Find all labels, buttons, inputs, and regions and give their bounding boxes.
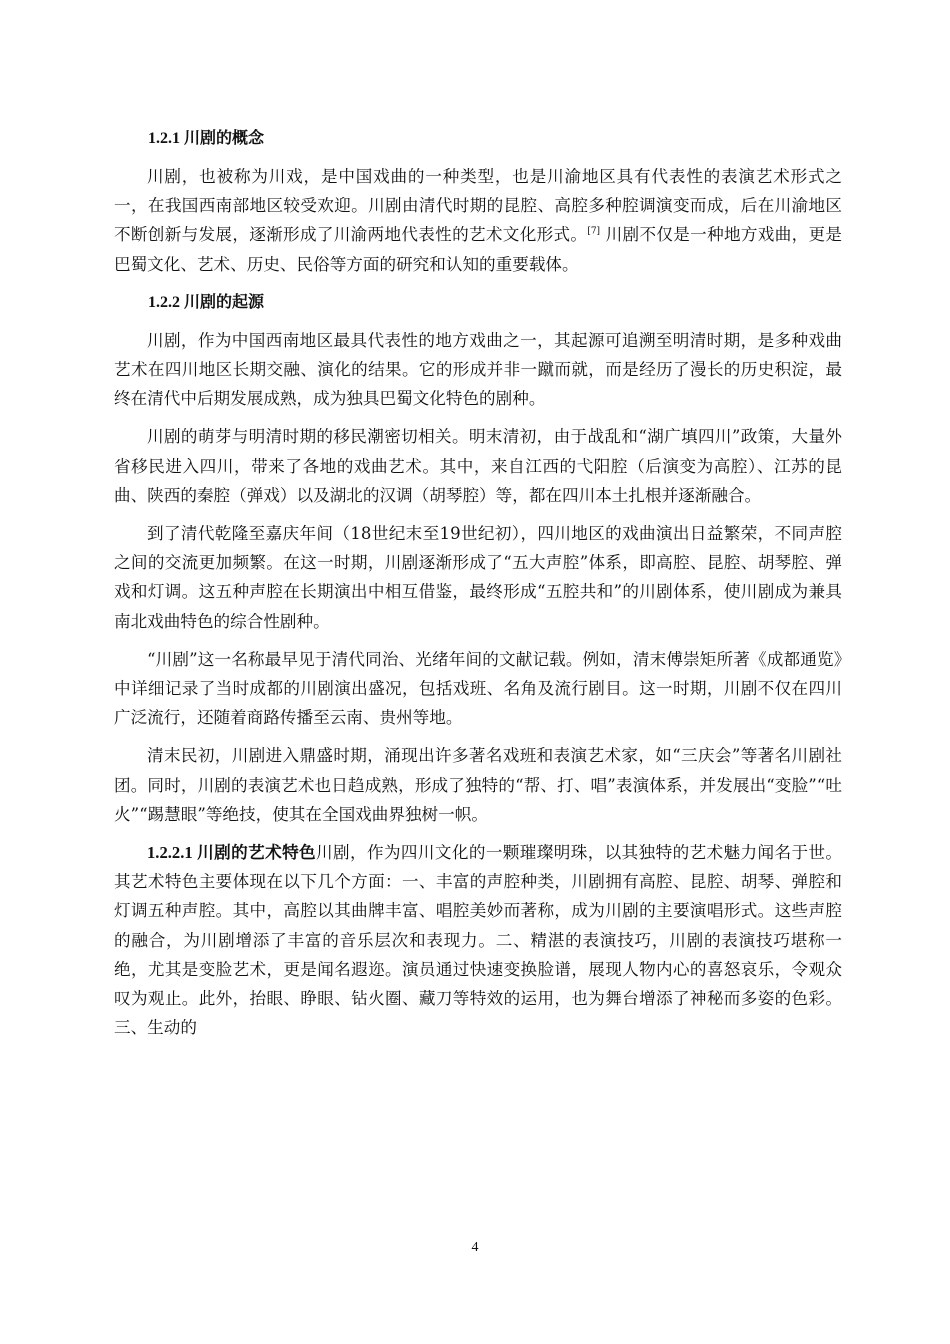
section-heading-origin: 1.2.2 川剧的起源 (148, 293, 265, 311)
paragraph-concept (114, 162, 842, 279)
paragraph-art-features (114, 838, 842, 1042)
paragraph-origin-5: 清末民初，川剧进入鼎盛时期，涌现出许多著名戏班和表演艺术家，如“三庆会”等著名川剧社团。同时，川剧的表演艺术也日趋成熟，形成了独特的“帮、打、唱”表演体系，并发展出“变脸”“吐火”“踢慧眼”等绝技，使其在全国戏曲界独树一帜。 (114, 746, 842, 824)
paragraph-concept-text-2: 川剧不仅是一种地方戏曲，更是巴蜀文化、艺术、历史、民俗等方面的研究和认知的重要载体。 (114, 225, 843, 274)
page-content (114, 124, 842, 1051)
paragraph-art-features-text: 川剧，作为四川文化的一颗璀璨明珠，以其独特的艺术魅力闻名于世。其艺术特色主要体现在以下几个方面：一、丰富的声腔种类，川剧拥有高腔、昆腔、胡琴、弹腔和灯调五种声腔。其中，高腔以其曲牌丰富、唱腔美妙而著称，成为川剧的主要演唱形式。这些声腔的融合，为川剧增添了丰富的音乐层次和表现力。二、精湛的表演技巧，川剧的表演技巧堪称一绝，尤其是变脸艺术，更是闻名遐迩。演员通过快速变换脸谱，展现人物内心的喜怒哀乐，令观众叹为观止。此外，抬眼、睁眼、钻火圈、藏刀等特效的运用，也为舞台增添了神秘而多姿的色彩。三、生动的 (114, 843, 843, 1038)
section-heading-concept: 1.2.1 川剧的概念 (148, 130, 265, 147)
paragraph-origin-4: “川剧”这一名称最早见于清代同治、光绪年间的文献记载。例如，清末傅崇矩所著《成都通览》中详细记录了当时成都的川剧演出盛况，包括戏班、名角及流行剧目。这一时期，川剧不仅在四川广泛流行，还随着商路传播至云南、贵州等地。 (114, 649, 842, 728)
subsection-heading-art-features: 1.2.2.1 川剧的艺术特色 (147, 843, 317, 863)
paragraph-origin-3: 到了清代乾隆至嘉庆年间（18世纪末至19世纪初），四川地区的戏曲演出日益繁荣，不同声腔之间的交流更加频繁。在这一时期，川剧逐渐形成了“五大声腔”体系，即高腔、昆腔、胡琴腔、弹戏和灯调。这五种声腔在长期演出中相互借鉴，最终形成“五腔共和”的川剧体系，使川剧成为兼具南北戏曲特色的综合性剧种。 (114, 524, 842, 631)
page-number: 4 (471, 1240, 479, 1255)
citation-ref[interactable]: [7] (587, 226, 601, 237)
paragraph-concept-text: 川剧，也被称为川戏，是中国戏曲的一种类型，也是川渝地区具有代表性的表演艺术形式之一，在我国西南部地区较受欢迎。川剧由清代时期的昆腔、高腔多种腔调演变而成，后在川渝地区不断创新与发展，逐渐形成了川渝两地代表性的艺术文化形式。 (114, 167, 842, 245)
paragraph-origin-2: 川剧的萌芽与明清时期的移民潮密切相关。明末清初，由于战乱和“湖广填四川”政策，大量外省移民进入四川，带来了各地的戏曲艺术。其中，来自江西的弋阳腔（后演变为高腔）、江苏的昆曲、陕西的秦腔（弹戏）以及湖北的汉调（胡琴腔）等，都在四川本土扎根并逐渐融合。 (114, 427, 842, 505)
paragraph-origin-1: 川剧，作为中国西南地区最具代表性的地方戏曲之一，其起源可追溯至明清时期，是多种戏曲艺术在四川地区长期交融、演化的结果。它的形成并非一蹴而就，而是经历了漫长的历史积淀，最终在清代中后期发展成熟，成为独具巴蜀文化特色的剧种。 (114, 330, 842, 409)
